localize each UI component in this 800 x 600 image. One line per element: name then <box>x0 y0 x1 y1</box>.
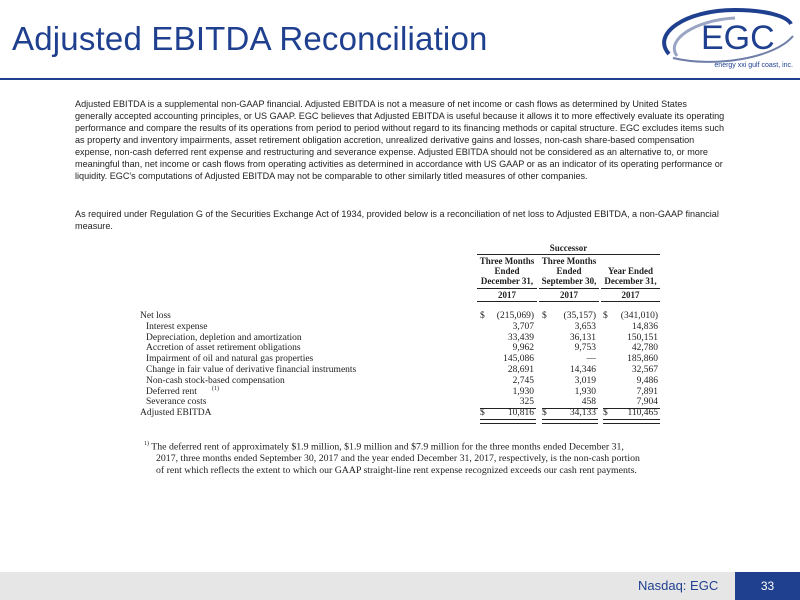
row-value: 34,133 <box>569 408 596 419</box>
row-label: Interest expense <box>146 321 208 332</box>
table-row <box>140 333 660 344</box>
footnote-body: The deferred rent of approximately $1.9 million, $1.9 million and $7.9 million for the three months ended December 31, 2017, three months ended September 30, 2017 and the year ended December 31, 2017, respectively, is the non-cash portion of rent which reflects the extent to which our GAAP straight-line rent expense recognized exceeds our cash rent payments. <box>151 441 640 477</box>
footnote-marker: 1) <box>144 441 149 447</box>
dollar-sign: $ <box>480 408 485 419</box>
column-header-line: Ended <box>556 266 582 276</box>
row-value: (215,069) <box>496 311 534 321</box>
table-row <box>140 365 660 376</box>
successor-header: Successor <box>477 243 660 255</box>
row-value: 9,753 <box>574 343 596 354</box>
column-header-year <box>601 256 660 286</box>
row-value: 110,465 <box>627 408 658 419</box>
row-value: 325 <box>519 397 534 408</box>
row-label: Depreciation, depletion and amortization <box>146 332 302 343</box>
table-row <box>140 354 660 365</box>
row-value: 42,780 <box>631 343 658 354</box>
dollar-sign: $ <box>480 311 485 321</box>
page-number: 33 <box>735 572 800 600</box>
footnote-text <box>144 438 644 477</box>
subtotal-rule <box>480 408 536 409</box>
row-label: Change in fair value of derivative financial instruments <box>146 365 357 375</box>
column-header-line: Three Months <box>479 256 535 266</box>
row-value: 28,691 <box>507 365 534 375</box>
column-header-line: December 31, <box>480 276 534 286</box>
dollar-sign: $ <box>603 408 608 419</box>
dollar-sign: $ <box>542 408 547 419</box>
column-header-line: Year Ended <box>607 266 654 276</box>
row-label: Adjusted EBITDA <box>140 408 212 419</box>
egc-logo <box>655 6 795 72</box>
table-row <box>140 343 660 354</box>
row-value: (35,157) <box>563 311 596 321</box>
intro-paragraph: Adjusted EBITDA is a supplemental non-GAAP financial. Adjusted EBITDA is not a measure of net income or cash flows as determined by United States generally accepted accounting principles, or US GAAP. EGC believes that Adjusted EBITDA is useful because it allows it to more effectively evaluate its operating performance and compare the results of its operations from period to period without regard to its financing methods or capital structure. EGC excludes items such as property and inventory impairments, asset retirement obligation accretion, unrealized derivative gains and losses, non-cash share-based compensation expense, non-cash deferred rent expense and restructuring and severance expense. Adjusted EBITDA should not be considered as an alternative to, or more meaningful than, net income or cash flows from operating activities as determined in accordance with US GAAP or as an indicator of its operating performance or liquidity. EGC's computations of Adjusted EBITDA may not be comparable to other similarly titled measures of other companies. <box>75 99 725 181</box>
logo-subtext: energy xxi gulf coast, inc. <box>714 62 793 69</box>
row-value: 32,567 <box>631 365 658 375</box>
row-label-footnote-marker: (1) <box>212 385 219 392</box>
row-value: 2,745 <box>512 375 534 386</box>
row-value: 14,346 <box>569 365 596 375</box>
row-value: 36,131 <box>569 332 596 343</box>
svg-text:EGC: EGC <box>701 19 775 57</box>
row-label: Net loss <box>140 311 171 321</box>
row-label: Non-cash stock-based compensation <box>146 375 285 386</box>
page-title: Adjusted EBITDA Reconciliation <box>12 20 488 57</box>
column-year-annual: 2017 <box>601 288 660 302</box>
title-divider <box>0 78 800 80</box>
total-double-rule <box>480 419 536 424</box>
logo-swoosh-icon <box>655 6 795 66</box>
row-value: 33,439 <box>507 332 534 343</box>
row-value: 458 <box>581 397 596 408</box>
column-year-q4: 2017 <box>477 288 537 302</box>
dollar-sign: $ <box>542 311 547 321</box>
row-label: Accretion of asset retirement obligations <box>146 343 301 354</box>
row-value: 145,086 <box>503 354 534 365</box>
row-label: Impairment of oil and natural gas properties <box>146 354 314 365</box>
row-value: 7,904 <box>636 397 658 408</box>
column-header-line: December 31, <box>604 276 657 286</box>
column-header-line: Ended <box>494 266 520 276</box>
column-header-line: Three Months <box>541 256 597 266</box>
subtotal-rule <box>603 408 660 409</box>
column-header-line: September 30, <box>541 276 597 286</box>
row-label: Deferred rent <box>146 386 197 397</box>
row-value: 3,707 <box>512 321 534 332</box>
row-value: 14,836 <box>631 321 658 332</box>
row-value: 7,891 <box>636 386 658 397</box>
row-value: 150,151 <box>627 332 658 343</box>
subtotal-rule <box>542 408 598 409</box>
dollar-sign: $ <box>603 311 608 321</box>
table-row <box>140 408 660 419</box>
row-value: — <box>586 354 596 365</box>
table-row <box>140 397 660 408</box>
table-row <box>140 387 660 398</box>
footer-ticker: Nasdaq: EGC <box>638 578 719 593</box>
row-value: 10,816 <box>507 408 534 419</box>
row-value: 1,930 <box>574 386 596 397</box>
row-value: 3,653 <box>574 321 596 332</box>
total-double-rule <box>603 419 660 424</box>
total-double-rule <box>542 419 598 424</box>
row-value: 1,930 <box>512 386 534 397</box>
row-value: 9,962 <box>512 343 534 354</box>
table-row <box>140 322 660 333</box>
row-label: Severance costs <box>146 397 207 408</box>
footnote <box>144 438 644 477</box>
row-value: 185,860 <box>627 354 658 365</box>
table-row <box>140 311 660 322</box>
column-year-q3: 2017 <box>539 288 599 302</box>
regulation-paragraph: As required under Regulation G of the Securities Exchange Act of 1934, provided below is a reconciliation of net loss to Adjusted EBITDA, a non-GAAP financial measure. <box>75 209 719 231</box>
row-value: 3,019 <box>574 375 596 386</box>
column-header-q4 <box>477 256 537 286</box>
column-header-q3 <box>539 256 599 286</box>
row-value: 9,486 <box>636 375 658 386</box>
row-value: (341,010) <box>620 311 658 321</box>
column-header-spacer <box>601 256 660 266</box>
